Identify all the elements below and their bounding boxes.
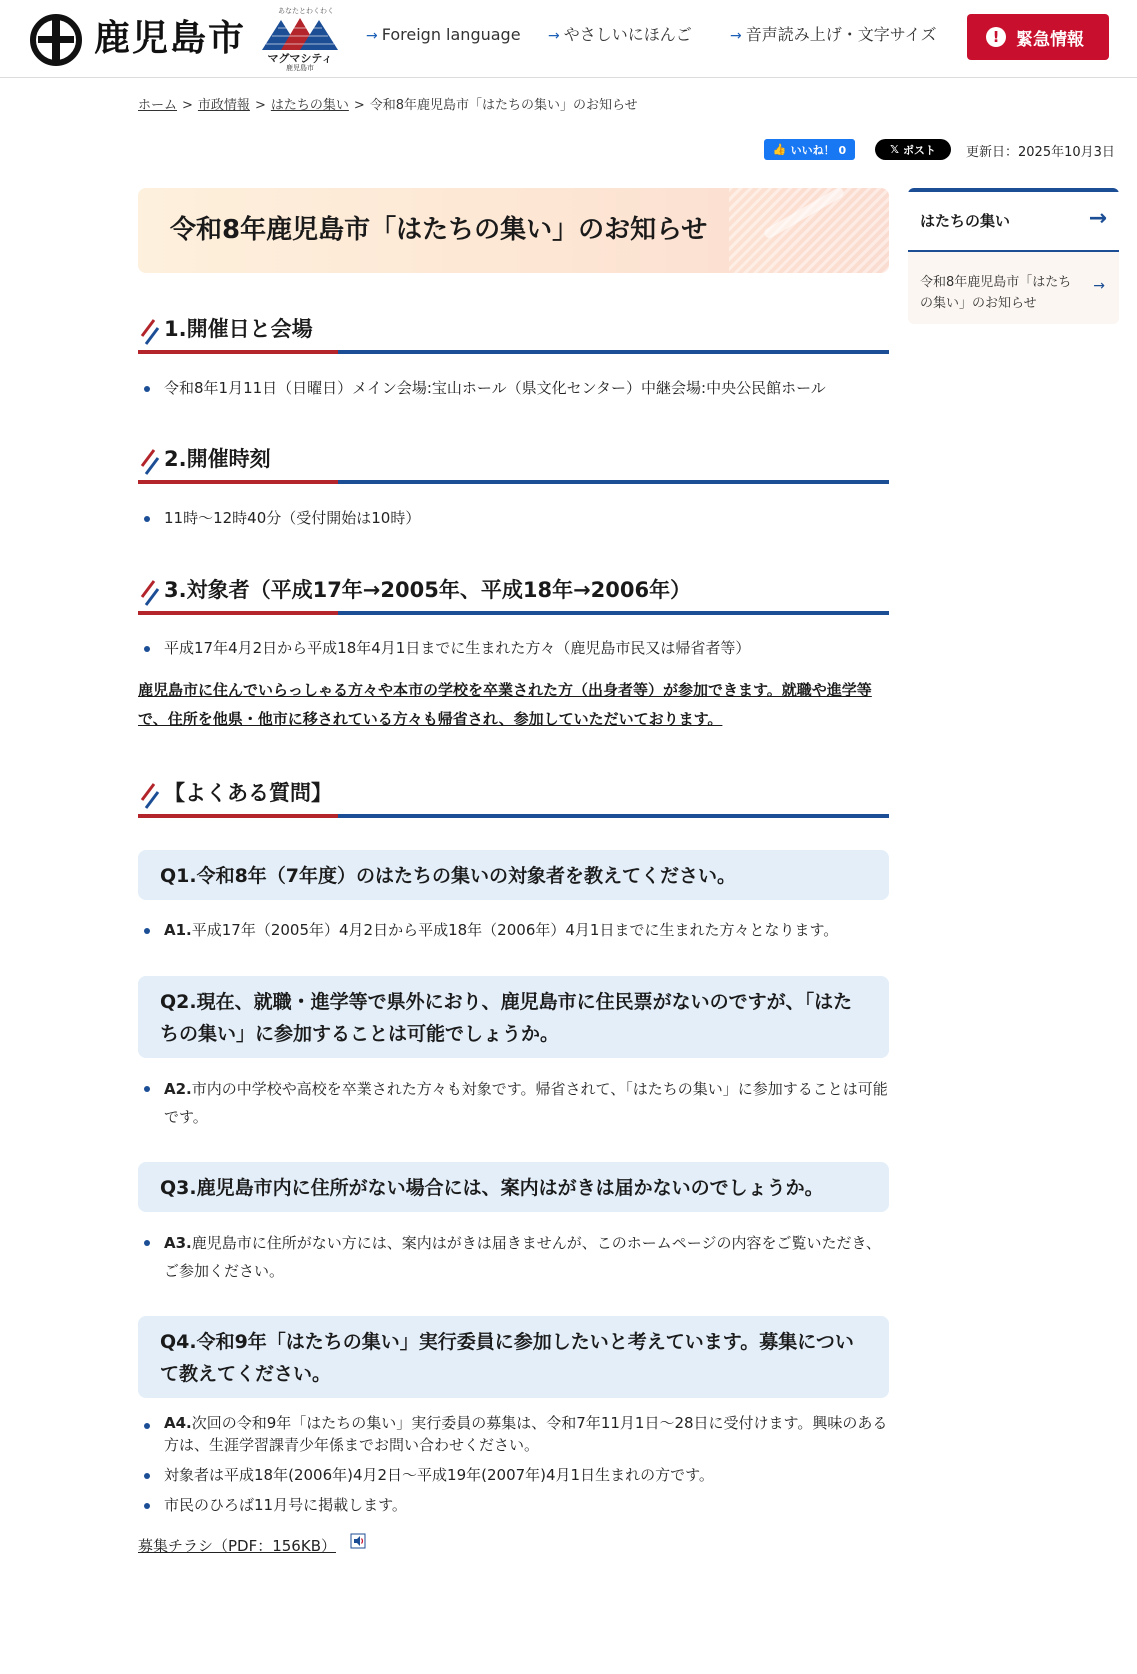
emergency-label: 緊急情報 — [1016, 29, 1084, 50]
banner-decoration — [729, 188, 889, 273]
faq-question-text: Q1.令和8年（7年度）のはたちの集いの対象者を教えてください。 — [160, 865, 737, 887]
site-header — [0, 0, 1137, 78]
section-heading — [138, 304, 889, 354]
nav-read-aloud-text-size[interactable] — [730, 24, 936, 47]
list-item-text: 対象者は平成18年(2006年)4月2日～平成19年(2007年)4月1日生まれの方です。 — [164, 1466, 714, 1484]
page-title: 令和8年鹿児島市「はたちの集い」のお知らせ — [170, 215, 708, 245]
like-label: いいね！ 0 — [790, 143, 847, 157]
faq-question — [138, 976, 889, 1058]
arrow-right-icon: → — [1088, 206, 1107, 231]
answer-label: A2. — [164, 1080, 192, 1098]
list-item-text: 令和8年1月11日（日曜日）メイン会場:宝山ホール（県文化センター）中継会場:中央公民館ホール — [164, 379, 826, 397]
answer-label: A4. — [164, 1414, 192, 1432]
arrow-right-icon: → — [730, 28, 742, 44]
answer-text: 次回の令和9年「はたちの集い」実行委員の募集は、令和7年11月1日～28日に受付けます。興味のある方は、生涯学習課青少年係までお問い合わせください。 — [164, 1414, 888, 1454]
faq-question — [138, 1162, 889, 1212]
section-heading — [138, 434, 889, 484]
speaker-icon[interactable] — [350, 1533, 366, 1549]
heading-slash-icon — [140, 782, 160, 810]
section-heading — [138, 768, 889, 818]
list-item-text: 11時～12時40分（受付開始は10時） — [164, 509, 421, 527]
faq-answer — [148, 1075, 888, 1131]
list-item — [148, 635, 750, 661]
list-item-text: 平成17年4月2日から平成18年4月1日までに生まれた方々（鹿児島市民又は帰省者等） — [164, 639, 751, 657]
eligibility-note: 鹿児島市に住んでいらっしゃる方々や本市の学校を卒業された方（出身者等）が参加できます。就職や進学等で、住所を他県・他市に移されている方々も帰省され、参加していただいております。 — [138, 681, 872, 728]
post-label: ポスト — [902, 143, 936, 157]
page-title-banner — [138, 188, 889, 273]
section-underline — [138, 814, 889, 818]
list-item — [148, 1462, 714, 1488]
answer-text: 鹿児島市に住所がない方には、案内はがきは届きませんが、このホームページの内容をご覧いただき、ご参加ください。 — [164, 1234, 881, 1280]
faq-answer — [148, 1229, 888, 1285]
magma-city-logo — [258, 6, 342, 72]
section-title: 2.開催時刻 — [164, 447, 271, 471]
breadcrumb-municipal-info[interactable]: 市政情報 — [197, 98, 250, 113]
arrow-right-icon: → — [1093, 278, 1105, 294]
updated-date: 更新日：2025年10月3日 — [966, 145, 1115, 160]
x-logo-icon: 𝕏 — [890, 143, 899, 156]
faq-question-text: Q2.現在、就職・進学等で県外におり、鹿児島市に住民票がないのですが、「はたちの集い」に参加することは可能でしょうか。 — [160, 991, 853, 1045]
breadcrumb-hatachi[interactable]: はたちの集い — [270, 98, 349, 113]
list-item — [148, 505, 420, 531]
x-post-button[interactable] — [875, 139, 951, 160]
faq-question — [138, 1316, 889, 1398]
nav-label: Foreign language — [381, 25, 521, 44]
section-underline — [138, 611, 889, 615]
breadcrumb-current: 令和8年鹿児島市「はたちの集い」のお知らせ — [369, 98, 638, 113]
answer-text: 平成17年（2005年）4月2日から平成18年（2006年）4月1日までに生まれた方々となります。 — [191, 921, 839, 939]
sidebar-item-current[interactable]: 令和8年鹿児島市「はたちの集い」のお知らせ — [920, 275, 1072, 311]
breadcrumb-separator: > — [353, 98, 365, 113]
exclamation-icon: ! — [986, 27, 1006, 47]
nav-label: やさしいにほんご — [563, 25, 692, 44]
magma-sub: 鹿児島市 — [286, 64, 314, 72]
nav-label: 音声読み上げ・文字サイズ — [745, 25, 937, 44]
faq-answer — [148, 1412, 888, 1456]
breadcrumb-home[interactable]: ホーム — [138, 98, 178, 113]
faq-question — [138, 850, 889, 900]
section-heading — [138, 565, 889, 615]
answer-text: 市内の中学校や高校を卒業された方々も対象です。帰省されて、「はたちの集い」に参加することは可能です。 — [164, 1080, 888, 1126]
city-emblem-icon[interactable] — [30, 14, 82, 66]
list-item — [148, 1492, 407, 1518]
heading-slash-icon — [140, 318, 160, 346]
answer-label: A1. — [164, 921, 192, 939]
heading-slash-icon — [140, 579, 160, 607]
list-item — [148, 375, 826, 401]
section-underline — [138, 350, 889, 354]
magma-label: マグマシティ — [267, 52, 333, 65]
breadcrumb-separator: > — [254, 98, 266, 113]
section-underline — [138, 480, 889, 484]
nav-foreign-language[interactable] — [366, 24, 521, 47]
faq-question-text: Q3.鹿児島市内に住所がない場合には、案内はがきは届かないのでしょうか。 — [160, 1177, 824, 1199]
sidebar-heading-link[interactable] — [908, 192, 1119, 252]
heading-slash-icon — [140, 448, 160, 476]
emergency-info-button[interactable] — [967, 14, 1109, 60]
answer-label: A3. — [164, 1234, 192, 1252]
arrow-right-icon: → — [366, 28, 378, 44]
recruit-flyer-pdf-link[interactable]: 募集チラシ（PDF：156KB） — [138, 1537, 336, 1555]
facebook-like-button[interactable] — [764, 139, 855, 160]
breadcrumb — [138, 94, 638, 113]
magma-mountain-icon — [262, 16, 338, 50]
sidebar-nav — [908, 188, 1119, 324]
section-title: 【よくある質問】 — [164, 781, 332, 805]
thumbs-up-icon: 👍 — [772, 143, 787, 156]
sidebar-heading-label: はたちの集い — [920, 212, 1011, 230]
arrow-right-icon: → — [548, 28, 560, 44]
nav-easy-japanese[interactable] — [548, 24, 692, 47]
breadcrumb-separator: > — [182, 98, 193, 113]
magma-arc-text: あなたとわくわく — [278, 7, 334, 15]
site-logo-text[interactable]: 鹿児島市 — [94, 18, 247, 59]
faq-answer — [148, 917, 888, 943]
section-title: 3.対象者（平成17年→2005年、平成18年→2006年） — [164, 578, 692, 602]
section-title: 1.開催日と会場 — [164, 317, 313, 341]
list-item-text: 市民のひろば11月号に掲載します。 — [164, 1496, 407, 1514]
faq-question-text: Q4.令和9年「はたちの集い」実行委員に参加したいと考えています。募集について教えてください。 — [160, 1331, 854, 1385]
